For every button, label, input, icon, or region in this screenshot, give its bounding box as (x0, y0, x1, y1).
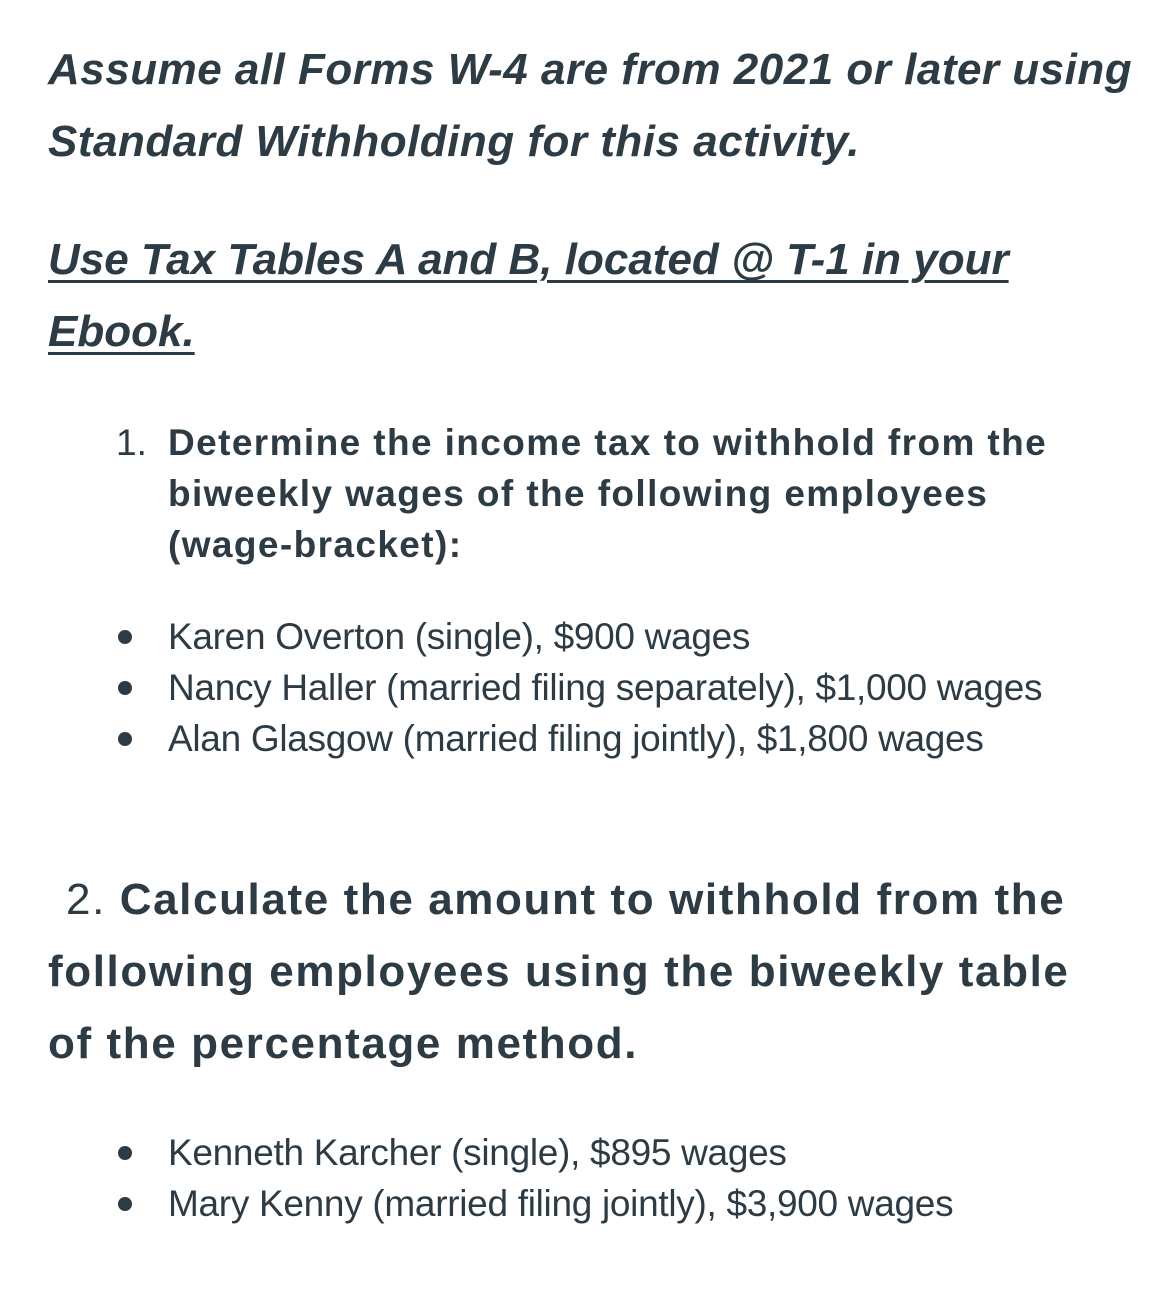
question-1-text: Determine the income tax to withhold from the biweekly wages of the following employees (wage-bracket): (168, 422, 1048, 565)
employee-entry: Karen Overton (single), $900 wages (168, 616, 751, 657)
employee-entry: Mary Kenny (married filing jointly), $3,900 wages (168, 1183, 954, 1224)
tax-tables-instruction: Use Tax Tables A and B, located @ T-1 in your Ebook. (48, 235, 1009, 356)
bullet-icon (118, 630, 132, 644)
question-2-number: 2. (66, 875, 106, 924)
question-2-text: Calculate the amount to withhold from the following employees using the biweekly table of the percentage method. (48, 875, 1070, 1068)
list-item (116, 611, 1116, 662)
list-item (116, 1178, 1116, 1229)
list-item (116, 1127, 1116, 1178)
bullet-icon (118, 732, 132, 746)
list-item (116, 713, 1116, 764)
bullet-icon (118, 1197, 132, 1211)
question-1-number: 1. (116, 422, 147, 463)
bullet-icon (118, 681, 132, 695)
intro-paragraph: Assume all Forms W-4 are from 2021 or later using Standard Withholding for this activity. (48, 45, 1133, 166)
list-item (116, 662, 1116, 713)
question-1-employee-list (116, 611, 1116, 764)
employee-entry: Alan Glasgow (married filing jointly), $1,800 wages (168, 718, 984, 759)
bullet-icon (118, 1146, 132, 1160)
question-2 (48, 864, 1108, 1080)
employee-entry: Nancy Haller (married filing separately), $1,000 wages (168, 667, 1043, 708)
question-2-employee-list (116, 1127, 1116, 1229)
employee-entry: Kenneth Karcher (single), $895 wages (168, 1132, 787, 1173)
